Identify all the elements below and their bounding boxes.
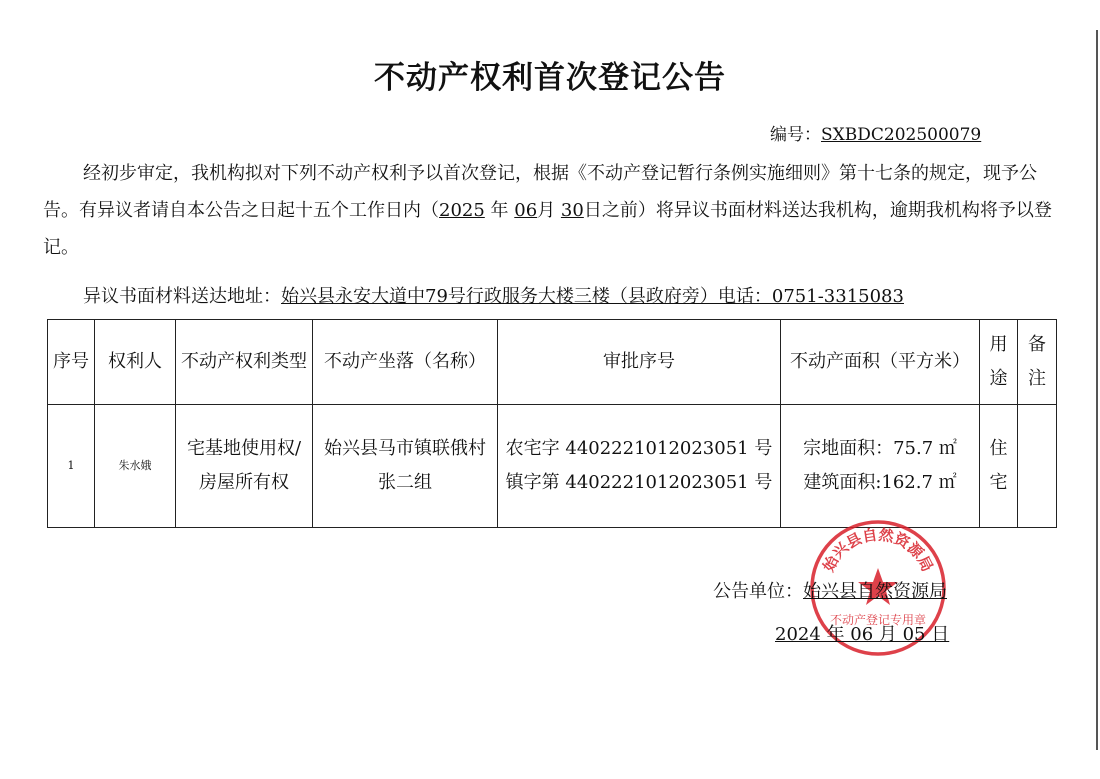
cell-area [781,405,980,528]
header-use: 用途 [980,320,1018,405]
svg-text:始兴县自然资源局 [819,526,936,575]
scan-edge [1096,30,1098,750]
doc-number-value: SXBDC202500079 [821,125,982,145]
area-line-2: 建筑面积:162.7 ㎡ [803,472,957,493]
header-remark: 备注 [1018,320,1057,405]
deadline-year: 2025 [439,200,485,221]
page-title: 不动产权利首次登记公告 [374,60,726,96]
issuer-label: 公告单位： [713,581,803,602]
table-row [48,405,1057,528]
header-type: 不动产权利类型 [176,320,313,405]
cell-seq: 1 [48,405,95,528]
year-unit: 年 [490,200,509,221]
header-area: 不动产面积（平方米） [781,320,980,405]
body-text-1: 经初步审定，我机构拟对下列不动产权利予以首次登记，根据《不动产登记暂行条例实施细则》第十七条的规定，现予公告。有异议者请自本公告之日起十五个工作日内（ [43,163,1037,221]
approval-line-2: 镇字第 4402221012023051 号 [505,472,773,493]
table-header-row [48,320,1057,405]
doc-number [770,120,981,145]
address-label: 异议书面材料送达地址： [83,286,281,307]
doc-number-label: 编号： [770,125,821,145]
header-location: 不动产坐落（名称） [313,320,498,405]
cell-type: 宅基地使用权/房屋所有权 [176,405,313,528]
cell-approval [498,405,781,528]
issuer [713,577,947,603]
issuer-name: 始兴县自然资源局 [803,581,947,602]
month-unit: 月 [537,200,556,221]
body-text-2: 日之前）将异议书面材料送达我机构，逾期我机构将予以登记。 [43,200,1052,258]
area-line-1: 宗地面积：75.7 ㎡ [803,438,957,459]
header-approval: 审批序号 [498,320,781,405]
objection-address [83,282,904,308]
cell-use: 住宅 [980,405,1018,528]
header-owner: 权利人 [95,320,176,405]
approval-line-1: 农宅字 4402221012023051 号 [505,438,773,459]
cell-location: 始兴县马市镇联俄村张二组 [313,405,498,528]
issue-date: 2024 年 06 月 05 日 [775,624,950,645]
seal-bottom-text: 不动产登记专用章 [829,613,927,627]
notice-body [43,155,1055,266]
cell-remark [1018,405,1057,528]
property-table [47,319,1057,528]
deadline-month: 06 [514,200,538,221]
header-seq: 序号 [48,320,95,405]
cell-owner: 朱水娥 [95,405,176,528]
address-value: 始兴县永安大道中79号行政服务大楼三楼（县政府旁）电话：0751-3315083 [281,286,904,307]
deadline-day: 30 [560,200,584,221]
seal-arc-text: 始兴县自然资源局 [819,525,937,575]
